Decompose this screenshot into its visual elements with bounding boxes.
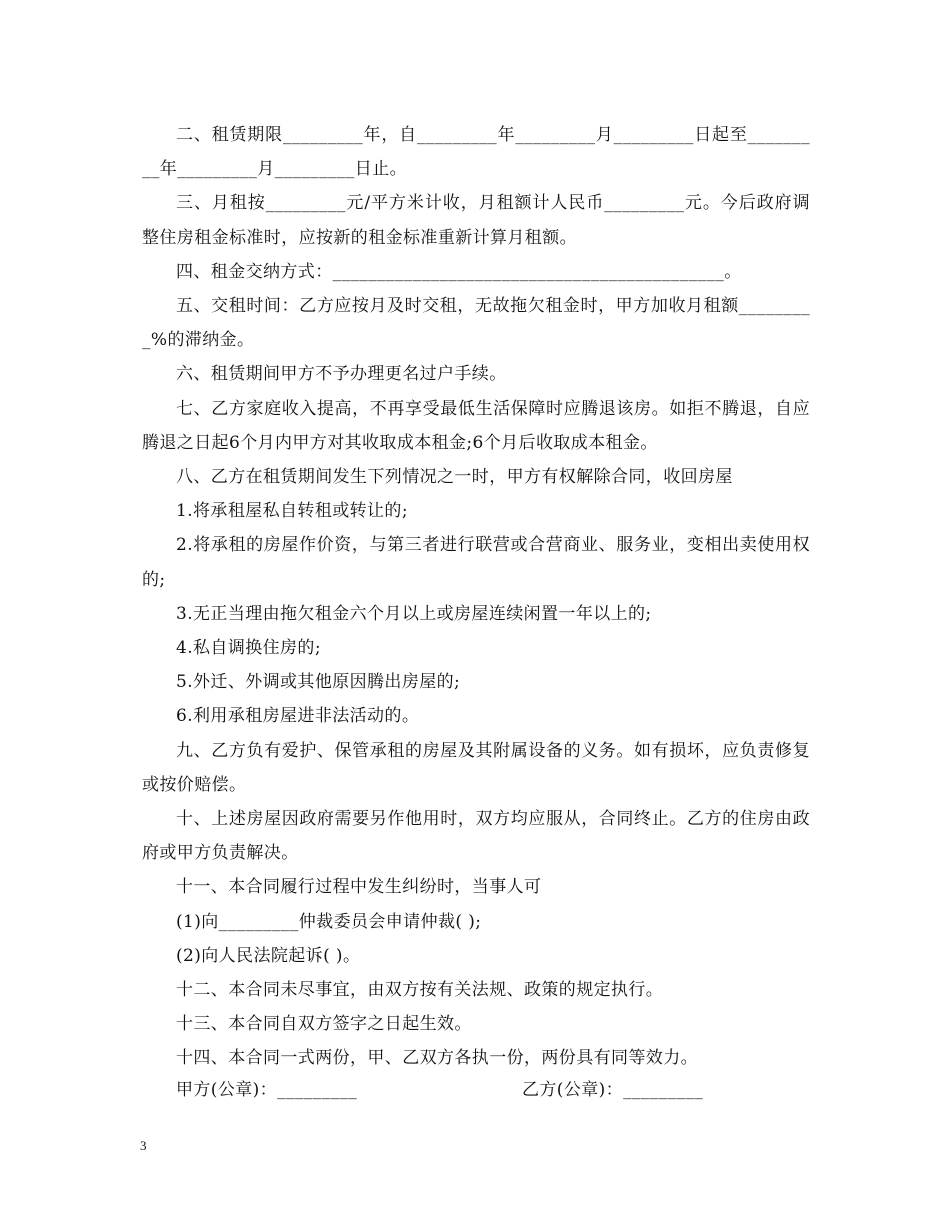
clause-7-income-increase: 七、乙方家庭收入提高，不再享受最低生活保障时应腾退该房。如拒不腾退，自应腾退之日起6个月内甲方对其收取成本租金;6个月后收取成本租金。 <box>142 398 810 453</box>
clause-8-termination: 八、乙方在租赁期间发生下列情况之一时，甲方有权解除合同，收回房屋 <box>176 467 733 488</box>
termination-item-5: 5.外迁、外调或其他原因腾出房屋的; <box>176 672 461 693</box>
clause-3-monthly-rent: 三、月租按_________元/平方米计收，月租额计人民币_________元。今后政府调整住房租金标准时，应按新的租金标准重新计算月租额。 <box>142 193 810 248</box>
dispute-option-1: (1)向_________仲裁委员会申请仲裁( ); <box>176 911 482 932</box>
party-a-signature: 甲方(公章)：_________ <box>176 1080 358 1100</box>
clause-11-disputes: 十一、本合同履行过程中发生纠纷时，当事人可 <box>176 877 542 898</box>
clause-12-other-matters: 十二、本合同未尽事宜，由双方按有关法规、政策的规定执行。 <box>176 980 664 1001</box>
clause-9-maintenance: 九、乙方负有爱护、保管承租的房屋及其附属设备的义务。如有损坏，应负责修复或按价赔偿。 <box>142 740 810 795</box>
termination-item-4: 4.私自调换住房的; <box>176 638 321 659</box>
termination-item-1: 1.将承租屋私自转租或转让的; <box>176 501 408 522</box>
clause-10-government-use: 十、上述房屋因政府需要另作他用时，双方均应服从，合同终止。乙方的住房由政府或甲方负责解决。 <box>142 809 810 864</box>
clause-14-copies: 十四、本合同一式两份，甲、乙双方各执一份，两份具有同等效力。 <box>176 1048 698 1069</box>
contract-body <box>142 118 810 1076</box>
termination-item-3: 3.无正当理由拖欠租金六个月以上或房屋连续闲置一年以上的; <box>176 603 652 624</box>
termination-item-6: 6.利用承租房屋进非法活动的。 <box>176 706 420 727</box>
clause-5-payment-time: 五、交租时间：乙方应按月及时交租，无故拖欠租金时，甲方加收月租额_________%的滞纳金。 <box>142 296 810 351</box>
page-number: 3 <box>140 1138 147 1153</box>
dispute-option-2: (2)向人民法院起诉( )。 <box>176 945 361 966</box>
party-b-signature: 乙方(公章)：_________ <box>522 1080 704 1100</box>
clause-6-no-transfer: 六、租赁期间甲方不予办理更名过户手续。 <box>176 364 507 385</box>
termination-item-2: 2.将承租的房屋作价资，与第三者进行联营或合营商业、服务业，变相出卖使用权的; <box>142 535 810 590</box>
clause-4-payment-method: 四、租金交纳方式：____________________________________________。 <box>176 261 742 282</box>
clause-2-lease-term: 二、租赁期限_________年，自_________年_________月_________日起至_________年_________月_________日止。 <box>142 125 810 180</box>
clause-13-effective: 十三、本合同自双方签字之日起生效。 <box>176 1014 472 1035</box>
